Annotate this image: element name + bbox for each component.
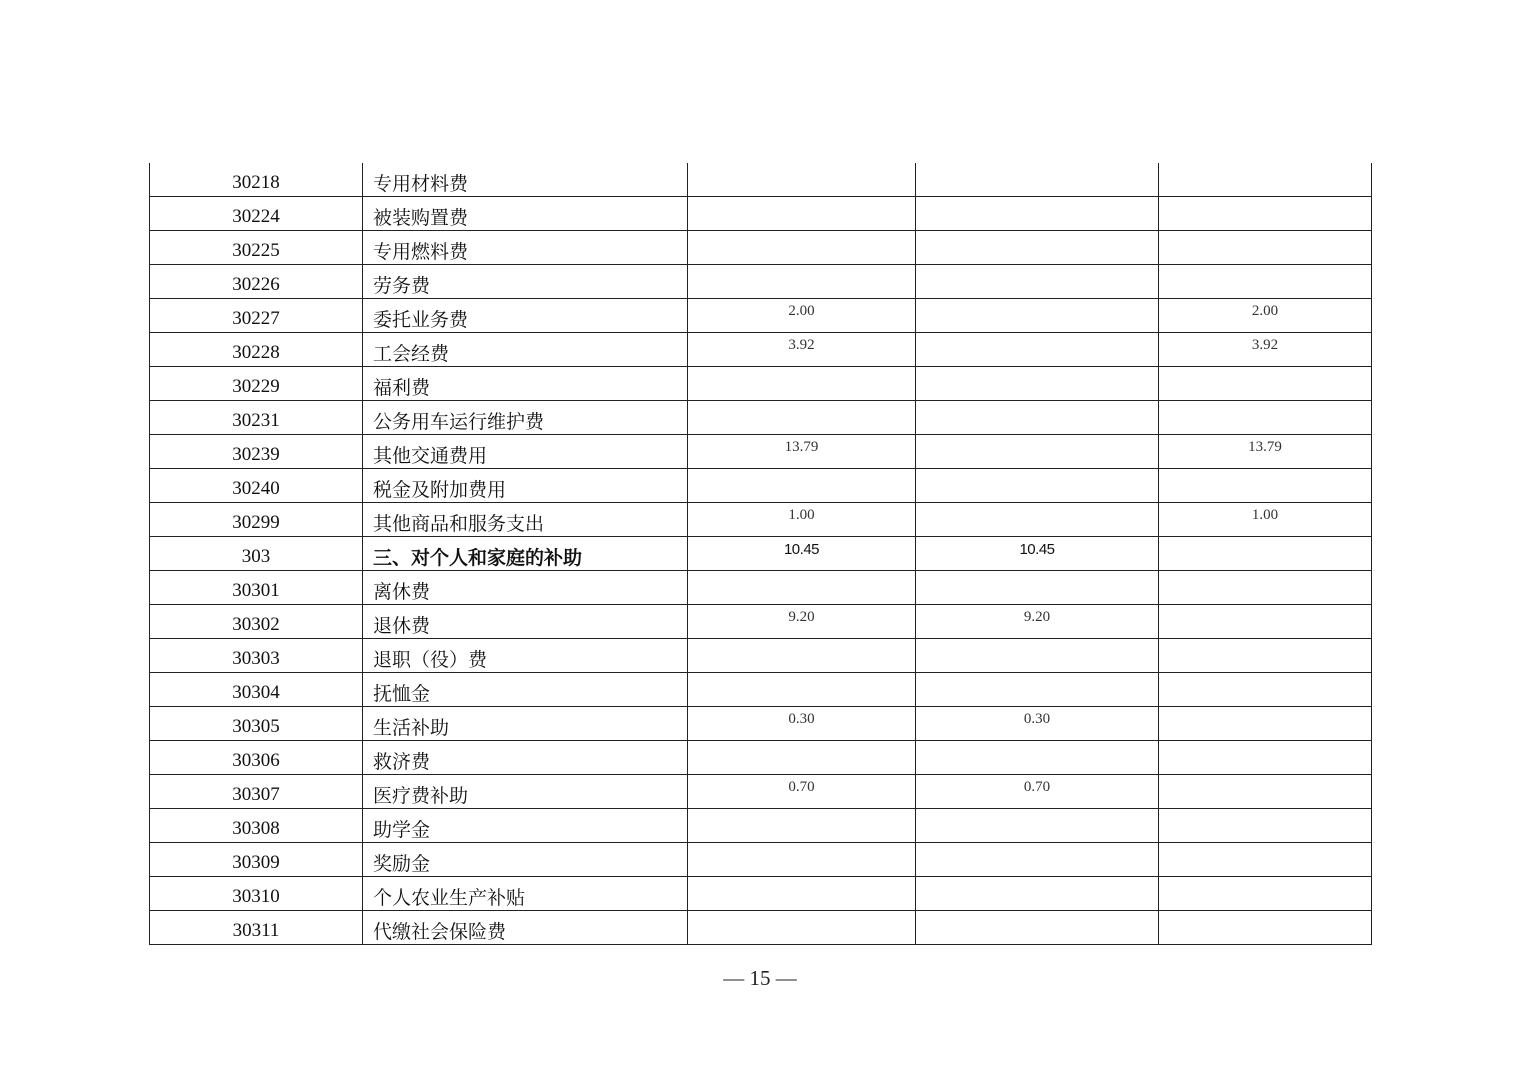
table-row [150, 435, 1372, 469]
basic-expenditure-cell [916, 673, 1159, 707]
basic-expenditure-cell [916, 571, 1159, 605]
project-expenditure-cell: 13.79 [1159, 435, 1372, 469]
table-row [150, 537, 1372, 571]
total-amount-cell [688, 809, 916, 843]
table-row [150, 571, 1372, 605]
account-name-cell: 助学金 [363, 809, 688, 843]
basic-expenditure-cell [916, 333, 1159, 367]
account-name-cell: 其他商品和服务支出 [363, 503, 688, 537]
account-code-cell: 30227 [150, 299, 363, 333]
basic-expenditure-cell [916, 163, 1159, 197]
basic-expenditure-cell [916, 911, 1159, 945]
project-expenditure-cell: 2.00 [1159, 299, 1372, 333]
basic-expenditure-cell [916, 435, 1159, 469]
table-row [150, 469, 1372, 503]
basic-expenditure-cell [916, 231, 1159, 265]
account-code-cell: 30302 [150, 605, 363, 639]
account-name-cell: 个人农业生产补贴 [363, 877, 688, 911]
table-row [150, 809, 1372, 843]
total-amount-cell: 0.30 [688, 707, 916, 741]
total-amount-cell [688, 163, 916, 197]
expenditure-table [149, 163, 1372, 945]
total-amount-cell: 1.00 [688, 503, 916, 537]
account-name-cell: 公务用车运行维护费 [363, 401, 688, 435]
account-code-cell: 30309 [150, 843, 363, 877]
total-amount-cell [688, 367, 916, 401]
total-amount-cell [688, 197, 916, 231]
expenditure-table-container [149, 163, 1371, 945]
account-name-cell: 奖励金 [363, 843, 688, 877]
project-expenditure-cell [1159, 877, 1372, 911]
account-name-cell: 税金及附加费用 [363, 469, 688, 503]
account-code-cell: 30225 [150, 231, 363, 265]
account-name-cell: 代缴社会保险费 [363, 911, 688, 945]
account-name-cell: 医疗费补助 [363, 775, 688, 809]
total-amount-cell: 2.00 [688, 299, 916, 333]
basic-expenditure-cell: 9.20 [916, 605, 1159, 639]
project-expenditure-cell [1159, 265, 1372, 299]
account-name-cell: 劳务费 [363, 265, 688, 299]
account-code-cell: 30240 [150, 469, 363, 503]
table-row [150, 843, 1372, 877]
table-row [150, 401, 1372, 435]
table-row [150, 673, 1372, 707]
account-name-cell: 工会经费 [363, 333, 688, 367]
account-name-cell: 其他交通费用 [363, 435, 688, 469]
account-name-cell: 福利费 [363, 367, 688, 401]
account-name-cell: 离休费 [363, 571, 688, 605]
basic-expenditure-cell [916, 299, 1159, 333]
project-expenditure-cell [1159, 775, 1372, 809]
account-code-cell: 30239 [150, 435, 363, 469]
total-amount-cell [688, 741, 916, 775]
project-expenditure-cell [1159, 911, 1372, 945]
account-code-cell: 30299 [150, 503, 363, 537]
project-expenditure-cell [1159, 571, 1372, 605]
account-code-cell: 30306 [150, 741, 363, 775]
project-expenditure-cell [1159, 469, 1372, 503]
total-amount-cell [688, 231, 916, 265]
basic-expenditure-cell [916, 469, 1159, 503]
total-amount-cell: 3.92 [688, 333, 916, 367]
project-expenditure-cell [1159, 605, 1372, 639]
page-number: — 15 — [723, 966, 797, 990]
basic-expenditure-cell [916, 197, 1159, 231]
account-code-cell: 30310 [150, 877, 363, 911]
account-code-cell: 303 [150, 537, 363, 571]
project-expenditure-cell [1159, 231, 1372, 265]
table-row [150, 231, 1372, 265]
table-row [150, 197, 1372, 231]
account-code-cell: 30304 [150, 673, 363, 707]
account-name-cell: 专用材料费 [363, 163, 688, 197]
account-name-cell: 专用燃料费 [363, 231, 688, 265]
total-amount-cell [688, 911, 916, 945]
account-name-cell: 退休费 [363, 605, 688, 639]
account-name-cell: 被装购置费 [363, 197, 688, 231]
project-expenditure-cell: 3.92 [1159, 333, 1372, 367]
project-expenditure-cell [1159, 163, 1372, 197]
account-code-cell: 30229 [150, 367, 363, 401]
total-amount-cell [688, 639, 916, 673]
account-code-cell: 30308 [150, 809, 363, 843]
table-row [150, 265, 1372, 299]
table-row [150, 503, 1372, 537]
account-name-cell: 委托业务费 [363, 299, 688, 333]
total-amount-cell [688, 571, 916, 605]
table-row [150, 775, 1372, 809]
total-amount-cell [688, 843, 916, 877]
table-row [150, 605, 1372, 639]
account-name-cell: 退职（役）费 [363, 639, 688, 673]
account-code-cell: 30311 [150, 911, 363, 945]
project-expenditure-cell [1159, 843, 1372, 877]
project-expenditure-cell [1159, 401, 1372, 435]
account-code-cell: 30301 [150, 571, 363, 605]
table-row [150, 639, 1372, 673]
basic-expenditure-cell [916, 741, 1159, 775]
project-expenditure-cell [1159, 707, 1372, 741]
account-code-cell: 30228 [150, 333, 363, 367]
project-expenditure-cell [1159, 197, 1372, 231]
table-row [150, 911, 1372, 945]
total-amount-cell: 10.45 [688, 537, 916, 571]
basic-expenditure-cell: 0.30 [916, 707, 1159, 741]
total-amount-cell [688, 469, 916, 503]
basic-expenditure-cell [916, 809, 1159, 843]
basic-expenditure-cell [916, 367, 1159, 401]
table-row [150, 299, 1372, 333]
basic-expenditure-cell [916, 401, 1159, 435]
table-row [150, 877, 1372, 911]
account-name-cell: 救济费 [363, 741, 688, 775]
basic-expenditure-cell: 0.70 [916, 775, 1159, 809]
account-name-cell: 三、对个人和家庭的补助 [363, 537, 688, 571]
total-amount-cell [688, 673, 916, 707]
project-expenditure-cell [1159, 367, 1372, 401]
account-code-cell: 30226 [150, 265, 363, 299]
account-name-cell: 生活补助 [363, 707, 688, 741]
basic-expenditure-cell [916, 503, 1159, 537]
account-code-cell: 30303 [150, 639, 363, 673]
table-row [150, 367, 1372, 401]
table-row [150, 707, 1372, 741]
basic-expenditure-cell: 10.45 [916, 537, 1159, 571]
basic-expenditure-cell [916, 265, 1159, 299]
total-amount-cell [688, 265, 916, 299]
account-code-cell: 30231 [150, 401, 363, 435]
total-amount-cell: 13.79 [688, 435, 916, 469]
total-amount-cell: 9.20 [688, 605, 916, 639]
account-name-cell: 抚恤金 [363, 673, 688, 707]
table-row [150, 163, 1372, 197]
total-amount-cell [688, 401, 916, 435]
basic-expenditure-cell [916, 843, 1159, 877]
table-row [150, 741, 1372, 775]
table-body [150, 163, 1372, 945]
account-code-cell: 30305 [150, 707, 363, 741]
total-amount-cell [688, 877, 916, 911]
project-expenditure-cell: 1.00 [1159, 503, 1372, 537]
total-amount-cell: 0.70 [688, 775, 916, 809]
project-expenditure-cell [1159, 741, 1372, 775]
account-code-cell: 30307 [150, 775, 363, 809]
project-expenditure-cell [1159, 809, 1372, 843]
project-expenditure-cell [1159, 537, 1372, 571]
basic-expenditure-cell [916, 877, 1159, 911]
table-row [150, 333, 1372, 367]
project-expenditure-cell [1159, 639, 1372, 673]
account-code-cell: 30218 [150, 163, 363, 197]
account-code-cell: 30224 [150, 197, 363, 231]
project-expenditure-cell [1159, 673, 1372, 707]
basic-expenditure-cell [916, 639, 1159, 673]
